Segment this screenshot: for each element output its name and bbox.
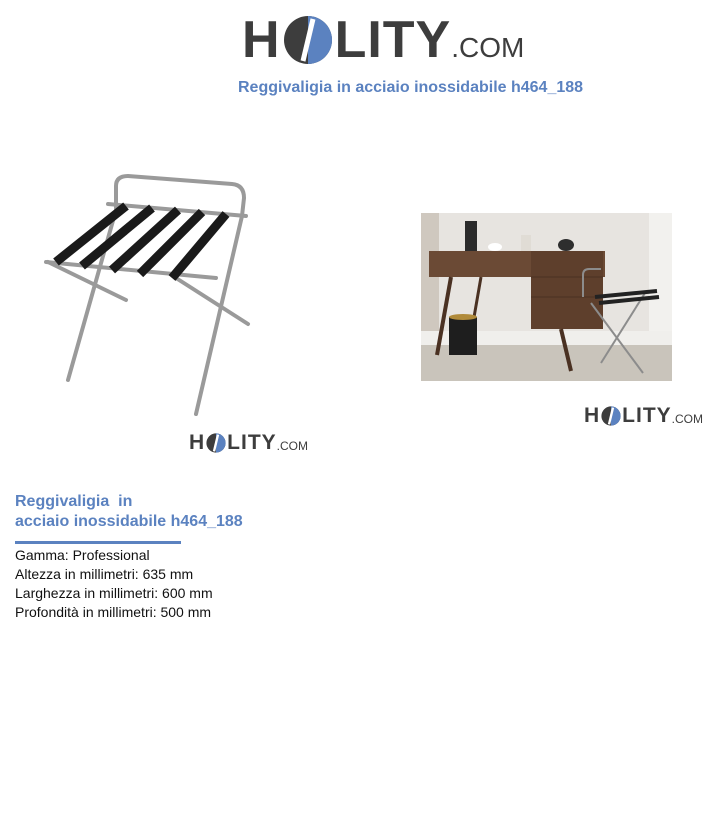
luggage-rack-image (36, 170, 258, 420)
logo-o-mark-icon (601, 406, 621, 426)
room-scene-image (421, 213, 672, 381)
title-divider (15, 541, 181, 544)
holity-logo[interactable] (242, 12, 524, 68)
logo-letter-h: H (584, 404, 601, 427)
logo-suffix: .COM (451, 32, 525, 63)
holity-logo-small (189, 432, 308, 454)
spec-row-width: Larghezza in millimetri: 600 mm (15, 585, 213, 601)
spec-row-height: Altezza in millimetri: 635 mm (15, 566, 194, 582)
holity-logo-small (584, 405, 703, 427)
logo-text: LITY (334, 11, 452, 69)
spec-row-range: Gamma: Professional (15, 547, 150, 563)
logo-suffix: .COM (671, 412, 704, 426)
logo-letter-h: H (189, 431, 206, 454)
logo-text: LITY (622, 404, 672, 427)
logo-text: LITY (227, 431, 277, 454)
page-subtitle: Reggivaligia in acciaio inossidabile h464_188 (238, 79, 584, 96)
logo-letter-h: H (242, 11, 281, 69)
product-title-line2: acciaio inossidabile h464_188 (15, 513, 243, 530)
logo-o-mark-icon (283, 15, 333, 65)
spec-list (15, 546, 213, 622)
logo-o-mark-icon (206, 433, 226, 453)
product-title (15, 492, 335, 532)
spec-row-depth: Profondità in millimetri: 500 mm (15, 604, 212, 620)
logo-suffix: .COM (276, 439, 309, 453)
product-title-line1: Reggivaligia in (15, 493, 133, 510)
